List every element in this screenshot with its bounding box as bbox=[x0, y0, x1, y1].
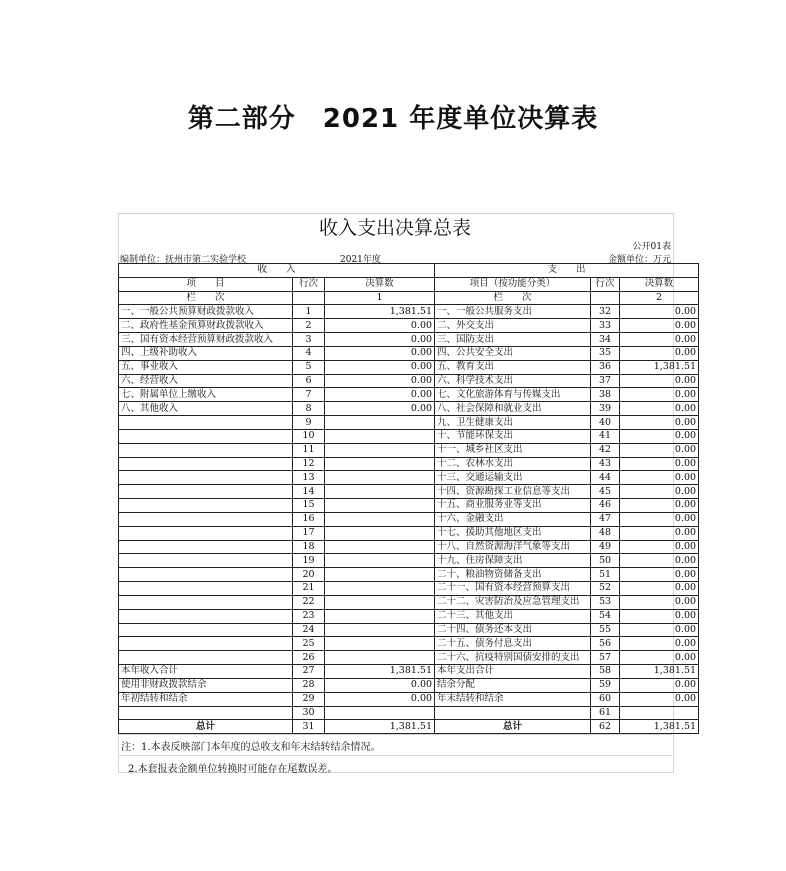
expense-amount-cell: 0.00 bbox=[620, 526, 699, 540]
income-amount-header: 决算数 bbox=[325, 277, 435, 291]
table-row bbox=[119, 706, 699, 720]
expense-amount-cell: 0.00 bbox=[620, 443, 699, 457]
income-item-cell bbox=[119, 651, 293, 665]
expense-line-cell: 52 bbox=[591, 582, 620, 596]
income-amount-cell bbox=[325, 623, 435, 637]
income-line-cell: 25 bbox=[293, 637, 325, 651]
expense-line-cell: 38 bbox=[591, 388, 620, 402]
income-amount-cell bbox=[325, 526, 435, 540]
expense-amount-cell: 0.00 bbox=[620, 499, 699, 513]
expense-line-cell: 46 bbox=[591, 499, 620, 513]
expense-line-cell: 60 bbox=[591, 692, 620, 706]
note-2: 2.本套报表金额单位转换时可能存在尾数误差。 bbox=[128, 764, 338, 775]
expense-amount-cell: 0.00 bbox=[620, 623, 699, 637]
expense-amount-cell: 0.00 bbox=[620, 651, 699, 665]
income-amount-cell: 0.00 bbox=[325, 388, 435, 402]
table-row bbox=[119, 609, 699, 623]
income-line-cell: 27 bbox=[293, 665, 325, 679]
income-item-cell bbox=[119, 582, 293, 596]
table-row bbox=[119, 429, 699, 443]
income-item-cell bbox=[119, 595, 293, 609]
income-item-cell bbox=[119, 540, 293, 554]
income-item-cell: 三、国有资本经营预算财政拨款收入 bbox=[119, 333, 293, 347]
expense-amount-cell bbox=[620, 706, 699, 720]
income-item-cell bbox=[119, 457, 293, 471]
notes-divider bbox=[118, 734, 672, 735]
expense-item-header: 项目（按功能分类） bbox=[435, 277, 591, 291]
income-expense-table bbox=[118, 263, 699, 734]
header-row-column-numbers bbox=[119, 291, 699, 305]
expense-line-cell: 35 bbox=[591, 346, 620, 360]
table-row bbox=[119, 485, 699, 499]
income-item-header: 项 目 bbox=[119, 277, 293, 291]
income-amount-cell bbox=[325, 595, 435, 609]
expense-item-cell: 三、国防支出 bbox=[435, 333, 591, 347]
header-row-columns bbox=[119, 277, 699, 291]
expense-item-cell: 二十五、债务付息支出 bbox=[435, 637, 591, 651]
income-item-cell: 八、其他收入 bbox=[119, 402, 293, 416]
table-row bbox=[119, 374, 699, 388]
expense-amount-cell: 0.00 bbox=[620, 319, 699, 333]
table-row bbox=[119, 623, 699, 637]
income-line-cell: 28 bbox=[293, 678, 325, 692]
income-amount-cell bbox=[325, 568, 435, 582]
income-amount-cell bbox=[325, 416, 435, 430]
table-row bbox=[119, 402, 699, 416]
amount-unit: 金额单位：万元 bbox=[607, 255, 671, 265]
income-line-cell: 3 bbox=[293, 333, 325, 347]
income-amount-cell: 1,381.51 bbox=[325, 665, 435, 679]
expense-item-cell: 二十、粮油物资储备支出 bbox=[435, 568, 591, 582]
expense-item-cell: 二、外交支出 bbox=[435, 319, 591, 333]
income-line-cell: 15 bbox=[293, 499, 325, 513]
income-line-cell: 9 bbox=[293, 416, 325, 430]
expense-item-cell: 四、公共安全支出 bbox=[435, 346, 591, 360]
expense-amount-cell: 0.00 bbox=[620, 678, 699, 692]
expense-amount-cell: 0.00 bbox=[620, 346, 699, 360]
expense-line-cell: 45 bbox=[591, 485, 620, 499]
expense-line-cell: 50 bbox=[591, 554, 620, 568]
table-row bbox=[119, 416, 699, 430]
income-item-cell: 一、一般公共预算财政拨款收入 bbox=[119, 305, 293, 319]
table-row bbox=[119, 595, 699, 609]
note-1: 注：1.本表反映部门本年度的总收支和年末结转结余情况。 bbox=[121, 742, 381, 753]
expense-amount-cell: 0.00 bbox=[620, 595, 699, 609]
total-expense-item-cell: 总计 bbox=[435, 720, 591, 734]
expense-item-cell: 五、教育支出 bbox=[435, 360, 591, 374]
expense-amount-cell: 0.00 bbox=[620, 485, 699, 499]
total-income-item-cell: 总计 bbox=[119, 720, 293, 734]
income-line-cell: 12 bbox=[293, 457, 325, 471]
expense-item-cell: 二十六、抗疫特别国债安排的支出 bbox=[435, 651, 591, 665]
table-row bbox=[119, 568, 699, 582]
income-line-cell: 7 bbox=[293, 388, 325, 402]
table-row bbox=[119, 692, 699, 706]
expense-line-cell: 44 bbox=[591, 471, 620, 485]
expense-column-number: 2 bbox=[620, 291, 699, 305]
income-column-label: 栏 次 bbox=[119, 291, 293, 305]
income-item-cell: 二、政府性基金预算财政拨款收入 bbox=[119, 319, 293, 333]
expense-amount-cell: 0.00 bbox=[620, 512, 699, 526]
expense-line-cell: 51 bbox=[591, 568, 620, 582]
expense-amount-cell: 0.00 bbox=[620, 388, 699, 402]
table-title: 收入支出决算总表 bbox=[318, 217, 471, 239]
income-line-cell: 6 bbox=[293, 374, 325, 388]
income-amount-cell bbox=[325, 485, 435, 499]
income-item-cell bbox=[119, 512, 293, 526]
income-item-cell bbox=[119, 706, 293, 720]
income-amount-cell: 0.00 bbox=[325, 678, 435, 692]
expense-line-cell: 40 bbox=[591, 416, 620, 430]
total-row bbox=[119, 720, 699, 734]
expense-line-cell: 61 bbox=[591, 706, 620, 720]
income-item-cell bbox=[119, 471, 293, 485]
income-line-cell: 21 bbox=[293, 582, 325, 596]
income-amount-cell bbox=[325, 582, 435, 596]
income-line-cell: 5 bbox=[293, 360, 325, 374]
expense-item-cell: 七、文化旅游体育与传媒支出 bbox=[435, 388, 591, 402]
income-item-cell: 使用非财政拨款结余 bbox=[119, 678, 293, 692]
income-line-header: 行次 bbox=[293, 277, 325, 291]
income-item-cell bbox=[119, 637, 293, 651]
income-column-number: 1 bbox=[325, 291, 435, 305]
expense-line-cell: 33 bbox=[591, 319, 620, 333]
expense-item-cell: 十一、城乡社区支出 bbox=[435, 443, 591, 457]
table-row bbox=[119, 540, 699, 554]
expense-amount-cell: 0.00 bbox=[620, 429, 699, 443]
expense-amount-cell: 0.00 bbox=[620, 582, 699, 596]
income-amount-cell: 0.00 bbox=[325, 346, 435, 360]
income-amount-cell bbox=[325, 651, 435, 665]
income-item-cell bbox=[119, 429, 293, 443]
expense-item-cell: 十、节能环保支出 bbox=[435, 429, 591, 443]
income-amount-cell bbox=[325, 443, 435, 457]
expense-amount-cell: 0.00 bbox=[620, 402, 699, 416]
expense-item-cell: 八、社会保障和就业支出 bbox=[435, 402, 591, 416]
expense-amount-cell: 0.00 bbox=[620, 416, 699, 430]
expense-amount-cell: 0.00 bbox=[620, 333, 699, 347]
table-row bbox=[119, 582, 699, 596]
income-section-header: 收 入 bbox=[119, 264, 435, 278]
income-amount-cell bbox=[325, 499, 435, 513]
table-row bbox=[119, 512, 699, 526]
expense-item-cell: 六、科学技术支出 bbox=[435, 374, 591, 388]
table-row bbox=[119, 360, 699, 374]
income-line-cell: 19 bbox=[293, 554, 325, 568]
total-income-line-cell: 31 bbox=[293, 720, 325, 734]
expense-amount-cell: 1,381.51 bbox=[620, 360, 699, 374]
expense-amount-cell: 0.00 bbox=[620, 554, 699, 568]
table-row bbox=[119, 346, 699, 360]
income-item-cell bbox=[119, 623, 293, 637]
table-row bbox=[119, 443, 699, 457]
table-row bbox=[119, 333, 699, 347]
page-heading: 第二部分 2021 年度单位决算表 bbox=[187, 104, 599, 134]
expense-line-cell: 57 bbox=[591, 651, 620, 665]
total-expense-amount-cell: 1,381.51 bbox=[620, 720, 699, 734]
income-item-cell: 年初结转和结余 bbox=[119, 692, 293, 706]
table-row bbox=[119, 471, 699, 485]
empty-cell bbox=[293, 291, 325, 305]
income-amount-cell: 0.00 bbox=[325, 319, 435, 333]
income-item-cell: 本年收入合计 bbox=[119, 665, 293, 679]
income-item-cell bbox=[119, 416, 293, 430]
fiscal-year: 2021年度 bbox=[340, 255, 381, 265]
income-line-cell: 16 bbox=[293, 512, 325, 526]
expense-column-label: 栏 次 bbox=[435, 291, 591, 305]
income-amount-cell bbox=[325, 637, 435, 651]
expense-item-cell: 十七、援助其他地区支出 bbox=[435, 526, 591, 540]
table-row bbox=[119, 637, 699, 651]
expense-item-cell: 十三、交通运输支出 bbox=[435, 471, 591, 485]
income-amount-cell: 0.00 bbox=[325, 402, 435, 416]
expense-amount-cell: 0.00 bbox=[620, 305, 699, 319]
expense-line-cell: 42 bbox=[591, 443, 620, 457]
expense-line-cell: 49 bbox=[591, 540, 620, 554]
income-amount-cell: 0.00 bbox=[325, 692, 435, 706]
income-line-cell: 17 bbox=[293, 526, 325, 540]
expense-item-cell: 二十二、灾害防治及应急管理支出 bbox=[435, 595, 591, 609]
income-line-cell: 22 bbox=[293, 595, 325, 609]
income-item-cell bbox=[119, 568, 293, 582]
expense-item-cell: 十六、金融支出 bbox=[435, 512, 591, 526]
table-row bbox=[119, 319, 699, 333]
expense-line-cell: 37 bbox=[591, 374, 620, 388]
income-item-cell: 四、上级补助收入 bbox=[119, 346, 293, 360]
income-line-cell: 18 bbox=[293, 540, 325, 554]
form-number: 公开01表 bbox=[632, 242, 671, 252]
income-amount-cell bbox=[325, 609, 435, 623]
income-item-cell: 五、事业收入 bbox=[119, 360, 293, 374]
expense-amount-cell: 0.00 bbox=[620, 540, 699, 554]
expense-line-cell: 53 bbox=[591, 595, 620, 609]
table-row bbox=[119, 388, 699, 402]
total-income-amount-cell: 1,381.51 bbox=[325, 720, 435, 734]
income-line-cell: 11 bbox=[293, 443, 325, 457]
expense-item-cell: 十九、住房保障支出 bbox=[435, 554, 591, 568]
table-row bbox=[119, 499, 699, 513]
expense-item-cell: 二十四、债务还本支出 bbox=[435, 623, 591, 637]
income-amount-cell bbox=[325, 706, 435, 720]
expense-line-cell: 54 bbox=[591, 609, 620, 623]
notes-divider bbox=[118, 755, 672, 756]
income-line-cell: 2 bbox=[293, 319, 325, 333]
income-line-cell: 20 bbox=[293, 568, 325, 582]
income-amount-cell bbox=[325, 429, 435, 443]
expense-amount-cell: 0.00 bbox=[620, 457, 699, 471]
expense-amount-cell: 0.00 bbox=[620, 609, 699, 623]
expense-item-cell: 结余分配 bbox=[435, 678, 591, 692]
expense-line-cell: 59 bbox=[591, 678, 620, 692]
expense-line-cell: 48 bbox=[591, 526, 620, 540]
income-line-cell: 24 bbox=[293, 623, 325, 637]
table-row bbox=[119, 651, 699, 665]
expense-item-cell: 九、卫生健康支出 bbox=[435, 416, 591, 430]
income-line-cell: 14 bbox=[293, 485, 325, 499]
income-line-cell: 1 bbox=[293, 305, 325, 319]
expense-item-cell: 二十三、其他支出 bbox=[435, 609, 591, 623]
total-expense-line-cell: 62 bbox=[591, 720, 620, 734]
income-item-cell: 七、附属单位上缴收入 bbox=[119, 388, 293, 402]
expense-item-cell: 十四、资源勘探工业信息等支出 bbox=[435, 485, 591, 499]
expense-item-cell: 十五、商业服务业等支出 bbox=[435, 499, 591, 513]
income-item-cell bbox=[119, 609, 293, 623]
expense-line-cell: 32 bbox=[591, 305, 620, 319]
expense-item-cell: 十二、农林水支出 bbox=[435, 457, 591, 471]
expense-amount-cell: 0.00 bbox=[620, 471, 699, 485]
income-line-cell: 10 bbox=[293, 429, 325, 443]
empty-cell bbox=[591, 291, 620, 305]
table-row bbox=[119, 457, 699, 471]
expense-amount-header: 决算数 bbox=[620, 277, 699, 291]
table-row bbox=[119, 678, 699, 692]
expense-line-header: 行次 bbox=[591, 277, 620, 291]
income-amount-cell bbox=[325, 471, 435, 485]
expense-item-cell: 十八、自然资源海洋气象等支出 bbox=[435, 540, 591, 554]
income-amount-cell bbox=[325, 512, 435, 526]
income-amount-cell bbox=[325, 540, 435, 554]
income-line-cell: 29 bbox=[293, 692, 325, 706]
expense-section-header: 支 出 bbox=[435, 264, 699, 278]
expense-amount-cell: 0.00 bbox=[620, 568, 699, 582]
income-item-cell bbox=[119, 443, 293, 457]
expense-item-cell: 一、一般公共服务支出 bbox=[435, 305, 591, 319]
income-item-cell bbox=[119, 554, 293, 568]
expense-line-cell: 41 bbox=[591, 429, 620, 443]
income-line-cell: 8 bbox=[293, 402, 325, 416]
income-amount-cell: 1,381.51 bbox=[325, 305, 435, 319]
expense-line-cell: 55 bbox=[591, 623, 620, 637]
table-row bbox=[119, 526, 699, 540]
expense-amount-cell: 1,381.51 bbox=[620, 665, 699, 679]
income-amount-cell: 0.00 bbox=[325, 333, 435, 347]
expense-amount-cell: 0.00 bbox=[620, 374, 699, 388]
income-item-cell bbox=[119, 499, 293, 513]
expense-line-cell: 34 bbox=[591, 333, 620, 347]
income-line-cell: 4 bbox=[293, 346, 325, 360]
reporting-unit: 编制单位：抚州市第二实验学校 bbox=[120, 255, 247, 265]
income-item-cell: 六、经营收入 bbox=[119, 374, 293, 388]
income-amount-cell: 0.00 bbox=[325, 360, 435, 374]
income-item-cell bbox=[119, 485, 293, 499]
income-amount-cell bbox=[325, 554, 435, 568]
income-item-cell bbox=[119, 526, 293, 540]
expense-line-cell: 47 bbox=[591, 512, 620, 526]
expense-item-cell: 本年支出合计 bbox=[435, 665, 591, 679]
table-row bbox=[119, 554, 699, 568]
expense-item-cell bbox=[435, 706, 591, 720]
income-line-cell: 30 bbox=[293, 706, 325, 720]
income-amount-cell bbox=[325, 457, 435, 471]
expense-line-cell: 39 bbox=[591, 402, 620, 416]
income-line-cell: 13 bbox=[293, 471, 325, 485]
expense-line-cell: 56 bbox=[591, 637, 620, 651]
expense-item-cell: 二十一、国有资本经营预算支出 bbox=[435, 582, 591, 596]
expense-amount-cell: 0.00 bbox=[620, 637, 699, 651]
table-row bbox=[119, 665, 699, 679]
expense-amount-cell: 0.00 bbox=[620, 692, 699, 706]
income-line-cell: 23 bbox=[293, 609, 325, 623]
header-row-sections bbox=[119, 264, 699, 278]
expense-line-cell: 36 bbox=[591, 360, 620, 374]
expense-item-cell: 年末结转和结余 bbox=[435, 692, 591, 706]
expense-line-cell: 58 bbox=[591, 665, 620, 679]
income-amount-cell: 0.00 bbox=[325, 374, 435, 388]
expense-line-cell: 43 bbox=[591, 457, 620, 471]
table-row bbox=[119, 305, 699, 319]
income-line-cell: 26 bbox=[293, 651, 325, 665]
